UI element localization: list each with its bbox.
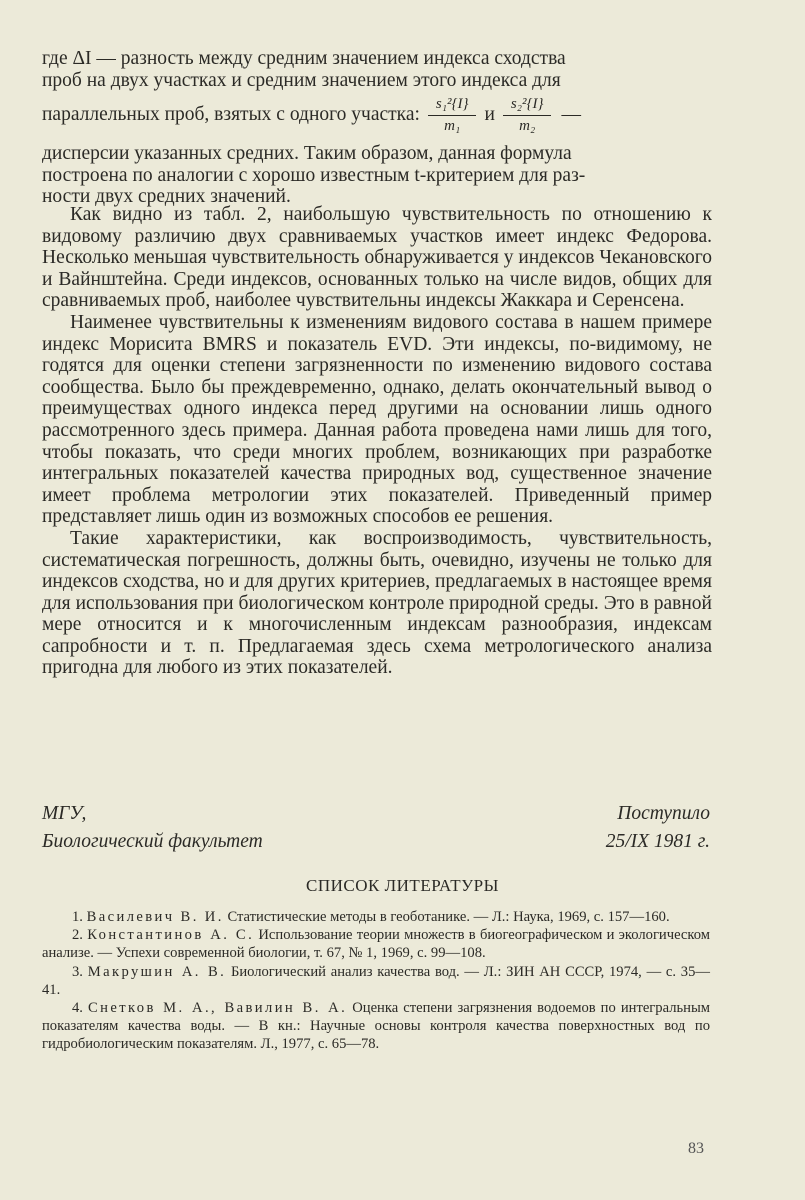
reference-author: Макрушин А. В. — [87, 963, 227, 980]
reference-text: Биологический анализ качества вод. — Л.: ЗИН АН СССР, 1974, — с. 35—41. — [42, 963, 710, 998]
paragraph-characteristics: Такие характеристики, как воспроизводимость, чувствительность, систематическая погрешность, должны быть, очевидно, изучены не только для индексов сходства, но и для других критериев, предлагаемых в настоящее время для использования при биологическом контроле природной среды. Это в равной мере относится и к многочисленным индексам разнообразия, индексам сапробности и т. п. Предлагаемая здесь схема метрологического анализа пригодна для любого из этих показателей. — [42, 527, 712, 679]
paragraph-formula-context — [42, 48, 712, 208]
affiliation-block — [42, 800, 710, 856]
reference-item: 1. Василевич В. И. Статистические методы в геоботанике. — Л.: Наука, 1969, с. 157—160. — [72, 909, 670, 925]
received-date: 25/IX 1981 г. — [605, 831, 710, 852]
reference-text: Использование теории множеств в биогеографическом и экологическом анализе. — Успехи современной биологии, т. 67, № 1, 1969, с. 99—108. — [42, 927, 711, 962]
fraction-2 — [503, 96, 552, 135]
reference-text: Оценка степени загрязнения водоемов по интегральным показателям качества воды. — В кн.: Научные основы контроля качества поверхностных вод по гидробиологическим показателям. Л., 1977, с. 65—78. — [42, 1000, 710, 1053]
received-label: Поступило — [617, 803, 710, 824]
text-line: дисперсии указанных средних. Таким образом, данная формула — [42, 143, 572, 165]
reference-author: Снетков М. А., Вавилин В. А. — [88, 1000, 348, 1017]
paragraph-least-sensitive: Наименее чувствительны к изменениям видового состава в нашем примере индекс Морисита BMRS и показатель EVD. Эти индексы, по-видимому, не годятся для оценки степени загрязненности по изменению видового состава сообщества. Было бы преждевременно, однако, делать окончательный вывод о преимуществах одного индекса перед другими на основании лишь одного рассмотренного здесь примера. Данная работа проведена нами лишь для того, чтобы показать, что среди многих проблем, возникающих при разработке интегральных показателей качества природных вод, существенное значение имеет проблема метрологии этих показателей. Приведенный пример представляет лишь один из возможных способов ее решения. — [42, 311, 712, 528]
conjunction: и — [484, 104, 495, 126]
text-line: построена по аналогии с хорошо известным t-критерием для раз- — [42, 164, 586, 186]
text-line: ности двух средних значений. — [42, 186, 291, 208]
formula-line — [42, 87, 712, 143]
body-paragraphs — [42, 204, 712, 679]
page-number: 83 — [688, 1140, 704, 1157]
text-line: параллельных проб, взятых с одного участка: — [42, 104, 420, 126]
reference-item: 3. Макрушин А. В. Биологический анализ качества вод. — Л.: ЗИН АН СССР, 1974, — с. 35—41. — [42, 963, 710, 998]
reference-item: 2. Константинов А. С. Использование теории множеств в биогеографическом и экологическом анализе. — Успехи современной биологии, т. 67, № 1, 1969, с. 99—108. — [42, 927, 711, 962]
reference-author: Василевич В. И. — [86, 909, 224, 925]
affiliation-dept: Биологический факультет — [42, 831, 263, 852]
text-line: где ΔI — разность между средним значением индекса сходства — [42, 48, 566, 69]
affiliation-org: МГУ, — [42, 803, 87, 824]
references-list — [42, 908, 710, 1054]
references-heading: СПИСОК ЛИТЕРАТУРЫ — [306, 876, 499, 895]
fraction-denominator: m₂ — [519, 117, 536, 134]
reference-item: 4. Снетков М. А., Вавилин В. А. Оценка степени загрязнения водоемов по интегральным показателям качества воды. — В кн.: Научные основы контроля качества поверхностных вод по гидробиологическим показателям. Л., 1977, с. 65—78. — [42, 1000, 710, 1053]
fraction-1 — [428, 96, 477, 135]
reference-author: Константинов А. С. — [87, 927, 255, 944]
fraction-numerator: s₁²{I} — [428, 96, 477, 116]
paragraph-sensitivity: Как видно из табл. 2, наибольшую чувствительность по отношению к видовому различию двух сравниваемых участков имеет индекс Федорова. Несколько меньшая чувствительность обнаруживается у индексов Чекановского и Вайнштейна. Среди индексов, основанных только на числе видов, общих для сравниваемых проб, наиболее чувствительны индексы Жаккара и Серенсена. — [42, 204, 712, 312]
text-line: проб на двух участках и средним значением этого индекса для — [42, 69, 561, 91]
fraction-denominator: m₁ — [444, 117, 461, 134]
dash: — — [561, 104, 581, 126]
reference-text: Статистические методы в геоботанике. — Л.: Наука, 1969, с. 157—160. — [227, 909, 670, 925]
fraction-numerator: s₂²{I} — [503, 96, 552, 116]
